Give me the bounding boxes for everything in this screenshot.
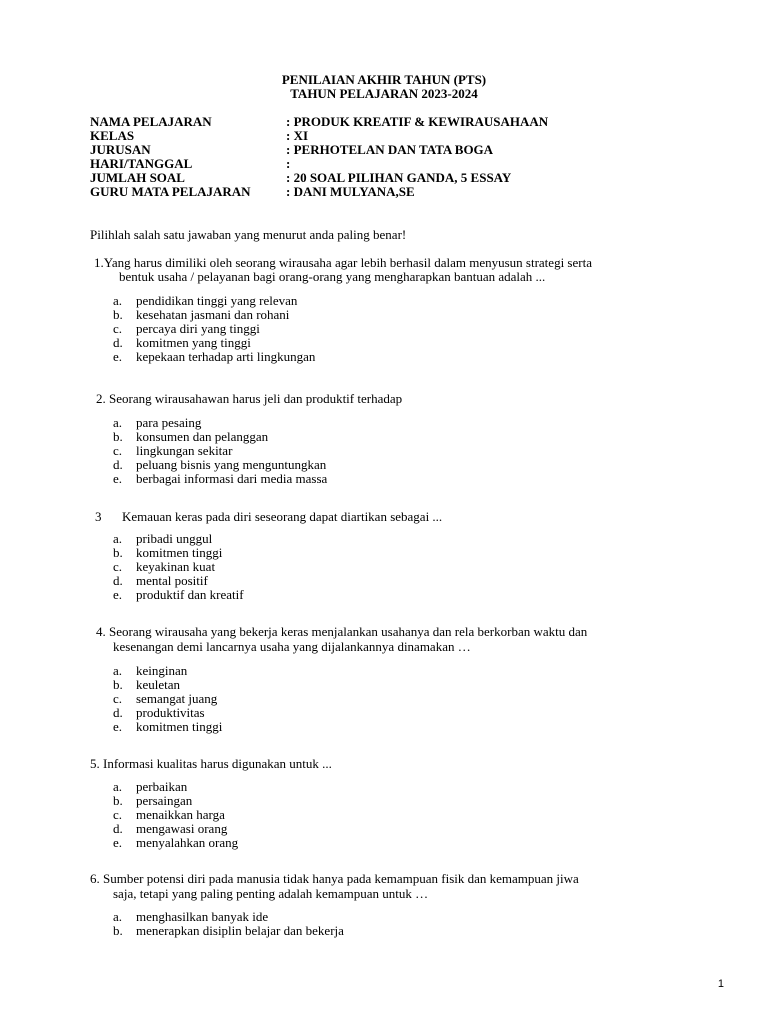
option-text: menaikkan harga bbox=[136, 807, 225, 822]
question-text-continued: kesenangan demi lancarnya usaha yang dijalankannya dinamakan … bbox=[113, 639, 471, 654]
option-letter: c. bbox=[113, 443, 123, 458]
option-letter: a. bbox=[113, 779, 123, 794]
option-letter: d. bbox=[113, 821, 123, 836]
option-text: berbagai informasi dari media massa bbox=[136, 471, 328, 486]
question-number: 3 bbox=[95, 509, 102, 524]
option-text: percaya diri yang tinggi bbox=[136, 321, 260, 336]
option-text: produktif dan kreatif bbox=[136, 587, 244, 602]
option-letter: c. bbox=[113, 321, 123, 336]
option-letter: a. bbox=[113, 531, 123, 546]
option-letter: d. bbox=[113, 335, 123, 350]
info-label: GURU MATA PELAJARAN bbox=[90, 184, 251, 199]
option-text: produktivitas bbox=[136, 705, 205, 720]
info-label: JUMLAH SOAL bbox=[90, 170, 185, 185]
question-text: 2. Seorang wirausahawan harus jeli dan produktif terhadap bbox=[96, 391, 403, 406]
option-letter: b. bbox=[113, 677, 123, 692]
option-letter: a. bbox=[113, 663, 123, 678]
option-text: keuletan bbox=[136, 677, 181, 692]
option-text: keinginan bbox=[136, 663, 188, 678]
option-text: komitmen tinggi bbox=[136, 719, 223, 734]
page-number: 1 bbox=[717, 978, 724, 990]
question-text: 5. Informasi kualitas harus digunakan untuk ... bbox=[90, 756, 332, 771]
info-value: : XI bbox=[286, 128, 309, 143]
info-label: HARI/TANGGAL bbox=[90, 156, 193, 171]
instruction-text: Pilihlah salah satu jawaban yang menurut anda paling benar! bbox=[90, 227, 407, 242]
doc-subtitle: TAHUN PELAJARAN 2023-2024 bbox=[290, 86, 478, 101]
option-text: pribadi unggul bbox=[136, 531, 213, 546]
question-text: 6. Sumber potensi diri pada manusia tidak hanya pada kemampuan fisik dan kemampuan jiwa bbox=[90, 871, 579, 886]
option-text: menerapkan disiplin belajar dan bekerja bbox=[136, 923, 344, 938]
option-letter: c. bbox=[113, 691, 123, 706]
option-text: kepekaan terhadap arti lingkungan bbox=[136, 349, 316, 364]
option-letter: a. bbox=[113, 909, 123, 924]
option-letter: b. bbox=[113, 793, 123, 808]
option-text: kesehatan jasmani dan rohani bbox=[136, 307, 290, 322]
info-value: : bbox=[286, 156, 291, 171]
option-text: menyalahkan orang bbox=[136, 835, 239, 850]
question-text: 4. Seorang wirausaha yang bekerja keras menjalankan usahanya dan rela berkorban waktu dan bbox=[96, 624, 588, 639]
info-label: JURUSAN bbox=[90, 142, 151, 157]
question-text: Kemauan keras pada diri seseorang dapat diartikan sebagai ... bbox=[122, 509, 443, 524]
question-text-continued: saja, tetapi yang paling penting adalah kemampuan untuk … bbox=[113, 886, 429, 901]
option-text: pendidikan tinggi yang relevan bbox=[136, 293, 298, 308]
option-letter: b. bbox=[113, 545, 123, 560]
info-value: : 20 SOAL PILIHAN GANDA, 5 ESSAY bbox=[286, 170, 512, 185]
option-text: komitmen tinggi bbox=[136, 545, 223, 560]
question-text-continued: bentuk usaha / pelayanan bagi orang-orang yang mengharapkan bantuan adalah ... bbox=[119, 269, 546, 284]
option-letter: e. bbox=[113, 719, 123, 734]
option-text: semangat juang bbox=[136, 691, 218, 706]
option-text: keyakinan kuat bbox=[136, 559, 216, 574]
question-text: 1.Yang harus dimiliki oleh seorang wirausaha agar lebih berhasil dalam menyusun strategi serta bbox=[94, 255, 592, 270]
option-letter: c. bbox=[113, 559, 123, 574]
option-letter: e. bbox=[113, 349, 123, 364]
option-text: komitmen yang tinggi bbox=[136, 335, 251, 350]
option-text: mental positif bbox=[136, 573, 208, 588]
info-value: : DANI MULYANA,SE bbox=[286, 184, 415, 199]
option-text: persaingan bbox=[136, 793, 193, 808]
info-label: NAMA PELAJARAN bbox=[90, 114, 212, 129]
option-text: lingkungan sekitar bbox=[136, 443, 233, 458]
doc-title: PENILAIAN AKHIR TAHUN (PTS) bbox=[281, 72, 487, 87]
option-letter: e. bbox=[113, 471, 123, 486]
option-text: konsumen dan pelanggan bbox=[136, 429, 269, 444]
option-letter: a. bbox=[113, 293, 123, 308]
option-letter: e. bbox=[113, 587, 123, 602]
option-text: para pesaing bbox=[136, 415, 202, 430]
option-letter: d. bbox=[113, 705, 123, 720]
option-letter: d. bbox=[113, 457, 123, 472]
option-letter: b. bbox=[113, 429, 123, 444]
option-letter: b. bbox=[113, 923, 123, 938]
option-letter: e. bbox=[113, 835, 123, 850]
info-value: : PRODUK KREATIF & KEWIRAUSAHAAN bbox=[286, 114, 549, 129]
option-letter: d. bbox=[113, 573, 123, 588]
info-value: : PERHOTELAN DAN TATA BOGA bbox=[286, 142, 494, 157]
option-text: peluang bisnis yang menguntungkan bbox=[136, 457, 327, 472]
option-letter: a. bbox=[113, 415, 123, 430]
option-text: mengawasi orang bbox=[136, 821, 228, 836]
option-text: menghasilkan banyak ide bbox=[136, 909, 269, 924]
option-text: perbaikan bbox=[136, 779, 188, 794]
info-label: KELAS bbox=[90, 128, 135, 143]
option-letter: b. bbox=[113, 307, 123, 322]
option-letter: c. bbox=[113, 807, 123, 822]
